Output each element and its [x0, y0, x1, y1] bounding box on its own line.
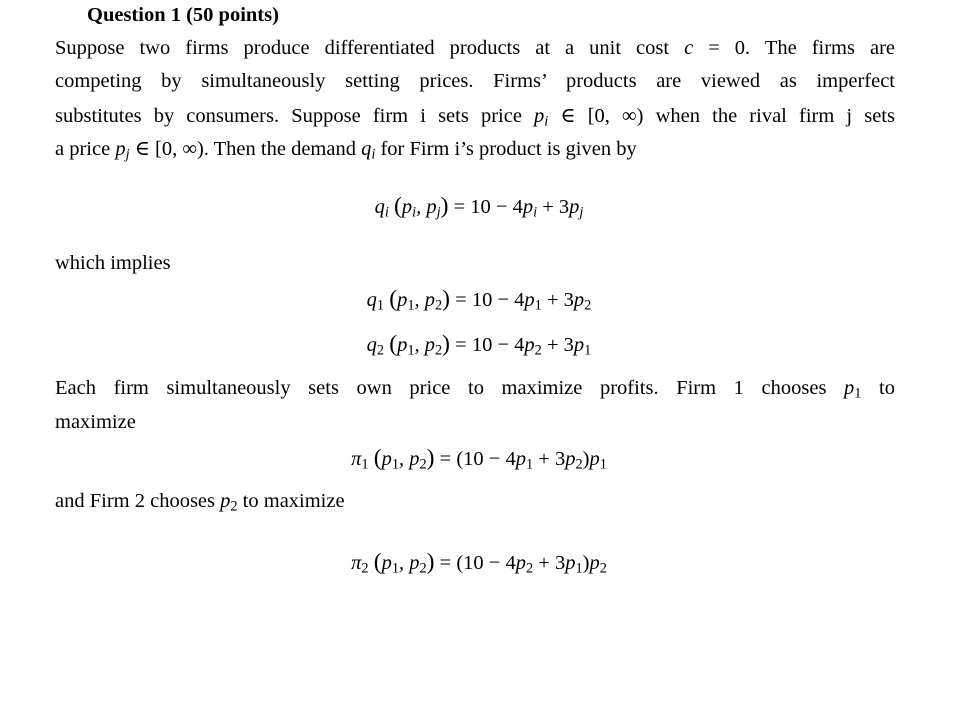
which-implies-text: which implies [55, 252, 171, 274]
equation-profit-firm2: $\pi_2$ ($p_1$, $p_2) = (10 - 4p_2 + 3p_1)p_2$ [351, 549, 607, 577]
math-pi-in-range: $p_i$ [534, 105, 549, 130]
and-firm2-line [55, 490, 345, 513]
para1-text-b: . The firms are [745, 37, 896, 59]
para1-text-c: substitutes by consumers. Suppose firm i sets price [55, 105, 535, 127]
equation-demand-q2: $q_2$ ($p_1$, $p_2) = 10 - 4p_2 + 3p_1$ [366, 331, 592, 359]
math-pj-in-range: $p_j$ [115, 138, 130, 163]
math-c-eq-0: c [684, 37, 694, 59]
math-p1: $p_1$ [844, 377, 862, 402]
para2-text-a: Each firm simultaneously sets own price to maximize profits. Firm 1 chooses [55, 377, 845, 399]
and-firm2-text-b: to maximize [237, 490, 345, 512]
para2-line1 [55, 377, 895, 400]
math-p2: $p_2$ [220, 490, 238, 515]
para1-line3: substitutes by consumers. Suppose firm i sets price $p_i$ ∈ [0, ∞) when the rival firm j sets [55, 105, 895, 130]
para1-text-d: when the rival firm j sets [643, 105, 895, 127]
math-qi: $q_i$ [361, 138, 376, 163]
question-heading: Question 1 (50 points) [87, 4, 279, 26]
para1-line4: a price $p_j$ ∈ [0, ∞). Then the demand $q_i$ for Firm i’s product is given by [55, 138, 637, 163]
equation-demand-q1: $q_1$ ($p_1$, $p_2) = 10 - 4p_1 + 3p_2$ [366, 286, 592, 314]
para1-line2: competing by simultaneously setting prices. Firms’ products are viewed as imperfect [55, 70, 895, 92]
para1-text-a: Suppose two firms produce differentiated products at a unit cost [55, 37, 685, 59]
para1-text-g: for Firm i’s product is given by [375, 138, 637, 160]
para1-text-f: . Then the demand [203, 138, 362, 160]
para2-text-b: to [861, 377, 895, 399]
equation-profit-firm1: $\pi_1$ ($p_1$, $p_2) = (10 - 4p_1 + 3p_2)p_1$ [351, 445, 607, 473]
and-firm2-text-a: and Firm 2 chooses [55, 490, 221, 512]
para1-line1: Suppose two firms produce differentiated products at a unit cost c = 0. The firms are [55, 37, 896, 59]
para2-line2: maximize [55, 411, 136, 433]
equation-demand-general: $q_i$ ($p_i$, $p_j) = 10 - 4p_i + 3p_j$ [374, 193, 584, 221]
para1-text-e: a price [55, 138, 116, 160]
